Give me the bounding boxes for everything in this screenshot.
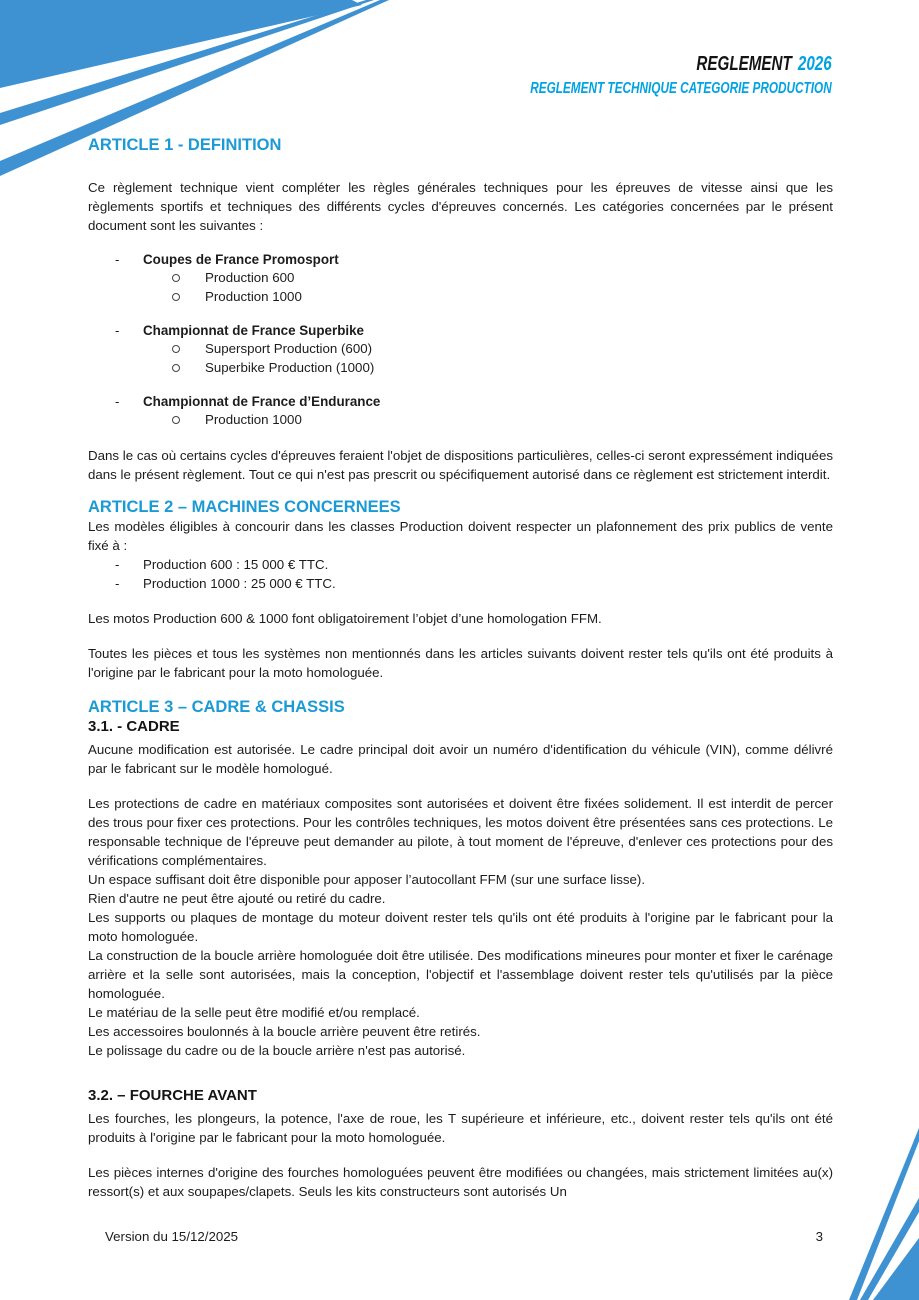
group-item — [88, 340, 833, 359]
article-2-intro: Les modèles éligibles à concourir dans les classes Production doivent respecter un plafonnement des prix publics de vente fixé à : — [88, 518, 833, 553]
header-title-text: REGLEMENT — [696, 53, 793, 75]
rule-line: Un espace suffisant doit être disponible pour apposer l’autocollant FFM (sur une surface lisse). — [88, 871, 646, 887]
group-superbike — [88, 321, 833, 377]
circle-bullet-icon — [172, 274, 180, 282]
dash-bullet: - — [115, 575, 120, 591]
header-subtitle: REGLEMENT TECHNIQUE CATEGORIE PRODUCTION — [530, 80, 832, 97]
header-year: 2026 — [798, 53, 832, 75]
circle-bullet-icon — [172, 293, 180, 301]
group-item-label: Production 1000 — [205, 412, 302, 427]
price-item-label: Production 1000 : 25 000 € TTC. — [143, 575, 336, 591]
rule-line: Le polissage du cadre ou de la boucle arrière n'est pas autorisé. — [88, 1042, 466, 1058]
footer-page-number: 3 — [815, 1229, 823, 1244]
circle-bullet-icon — [172, 364, 180, 372]
rule-line: Les protections de cadre en matériaux composites sont autorisées et doivent être fixées solidement. Il est interdit de percer des trous pour fixer ces protections. Pour les contrôles techniques, les motos doivent être présentées sans ces protections. Le responsable technique de l'épreuve peut demander au pilote, à tout moment de l'épreuve, d'enlever ces protections pour des vérifications complémentaires. — [88, 795, 833, 868]
price-item — [88, 574, 833, 593]
dash-bullet: - — [115, 252, 120, 267]
article-1-intro: Ce règlement technique vient compléter les règles générales techniques pour les épreuves de vitesse ainsi que les règlements sportifs et techniques des différents cycles d'épreuves concernés. Les catégories concernées par le présent document sont les suivantes : — [88, 180, 833, 233]
group-item-label: Production 600 — [205, 270, 295, 285]
group-title-row — [88, 392, 833, 411]
article-1-heading: ARTICLE 1 - DEFINITION — [88, 136, 282, 154]
section-3-2-paragraph-1: Les fourches, les plongeurs, la potence, l'axe de roue, les T supérieure et inférieure, etc., doivent rester tels qu'ils ont été produits à l'origine par le fabricant pour la moto homologuée. — [88, 1110, 833, 1145]
price-item — [88, 555, 833, 574]
rule-line: Les supports ou plaques de montage du moteur doivent rester tels qu'ils ont été produits à l'origine par le fabricant pour la moto homologuée. — [88, 909, 833, 944]
group-promosport — [88, 250, 833, 306]
group-item — [88, 359, 833, 378]
rule-line: La construction de la boucle arrière homologuée doit être utilisée. Des modifications mineures pour monter et fixer le carénage arrière et la selle sont autorisées, mais la conception, l'objectif et l'assemblage doivent rester tels qu'utilisés par la pièce homologuée. — [88, 947, 833, 1001]
bottom-right-swoosh-decoration — [844, 1120, 919, 1300]
document-body — [88, 135, 833, 1201]
article-1-closing: Dans le cas où certains cycles d'épreuves feraient l'objet de dispositions particulières, celles-ci seront expressément indiquées dans le présent règlement. Tout ce qui n'est pas prescrit ou spécifiquement autorisé dans ce règlement est strictement interdit. — [88, 447, 833, 482]
article-2-homologation: Les motos Production 600 & 1000 font obligatoirement l’objet d’une homologation FFM. — [88, 610, 602, 626]
document-footer — [105, 1229, 823, 1244]
header-title — [531, 53, 832, 75]
group-endurance — [88, 392, 833, 430]
circle-bullet-icon — [172, 345, 180, 353]
group-title-row — [88, 250, 833, 269]
circle-bullet-icon — [172, 416, 180, 424]
group-title: Championnat de France Superbike — [143, 323, 364, 338]
section-3-2-paragraph-2: Les pièces internes d'origine des fourches homologuées peuvent être modifiées ou changées, mais strictement limitées au(x) ressort(s) et aux soupapes/clapets. Seuls les kits constructeurs sont autorisés Un — [88, 1164, 833, 1199]
article-3-heading: ARTICLE 3 – CADRE & CHASSIS — [88, 697, 345, 716]
dash-bullet: - — [115, 556, 120, 572]
group-item-label: Superbike Production (1000) — [205, 359, 375, 375]
footer-version: Version du 15/12/2025 — [105, 1229, 239, 1244]
group-item-label: Supersport Production (600) — [205, 341, 373, 356]
price-item-label: Production 600 : 15 000 € TTC. — [143, 556, 329, 572]
group-item — [88, 288, 833, 307]
article-2-parts-note: Toutes les pièces et tous les systèmes non mentionnés dans les articles suivants doivent rester tels qu'ils ont été produits à l'origine par le fabricant pour la moto homologuée. — [88, 645, 833, 680]
section-3-1-heading: 3.1. - CADRE — [88, 717, 180, 735]
group-item — [88, 269, 833, 288]
rule-line: Le matériau de la selle peut être modifié et/ou remplacé. — [88, 1004, 420, 1020]
section-3-1-rules — [88, 794, 833, 1060]
rule-line: Rien d'autre ne peut être ajouté ou retiré du cadre. — [88, 890, 386, 906]
dash-bullet: - — [115, 394, 120, 409]
group-title: Coupes de France Promosport — [143, 252, 339, 267]
group-title-row — [88, 321, 833, 340]
group-item-label: Production 1000 — [205, 288, 302, 304]
document-header — [435, 53, 832, 97]
group-title: Championnat de France d’Endurance — [143, 394, 381, 409]
article-2-heading: ARTICLE 2 – MACHINES CONCERNEES — [88, 497, 401, 516]
rule-line: Les accessoires boulonnés à la boucle arrière peuvent être retirés. — [88, 1023, 481, 1039]
section-3-2-heading: 3.2. – FOURCHE AVANT — [88, 1086, 257, 1104]
group-item — [88, 411, 833, 430]
section-3-1-paragraph: Aucune modification est autorisée. Le cadre principal doit avoir un numéro d'identification du véhicule (VIN), comme délivré par le fabricant sur le modèle homologué. — [88, 741, 833, 776]
dash-bullet: - — [115, 323, 120, 338]
